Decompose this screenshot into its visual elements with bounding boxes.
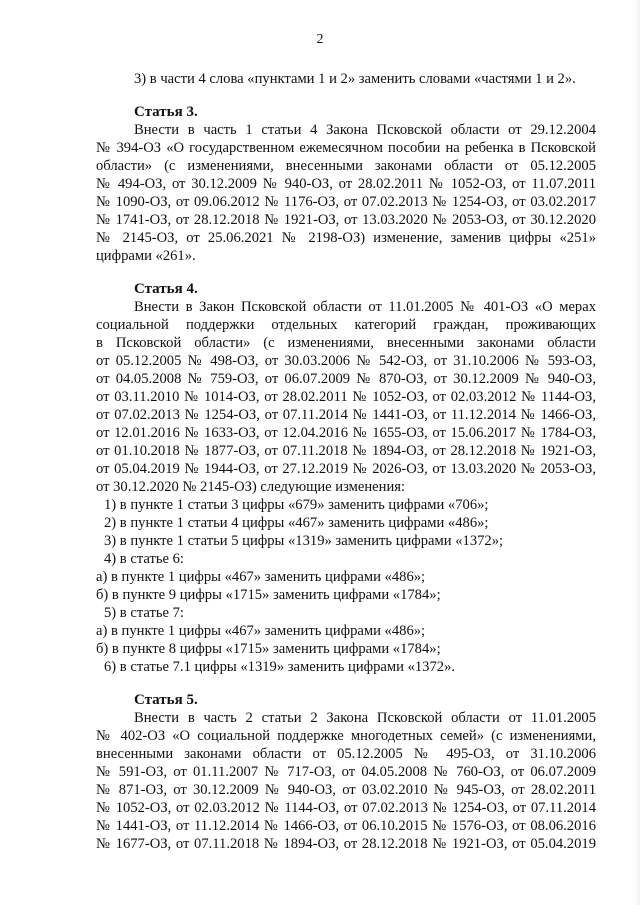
item-3-text: 3) в части 4 слова «пунктами 1 и 2» заменить словами «частями 1 и 2». — [134, 71, 576, 87]
article-5-line: № 1677-ОЗ, от 07.11.2018 № 1894-ОЗ, от 28.12.2018 № 1921-ОЗ, от 05.04.2019 — [96, 836, 596, 852]
article-4-line: от 05.12.2005 № 498-ОЗ, от 30.03.2006 № 542-ОЗ, от 31.10.2006 № 593-ОЗ, — [96, 353, 596, 369]
article-5-line: № 402-ОЗ «О социальной поддержке многодетных семей» (с изменениями, — [96, 728, 596, 744]
article-5-line: Внести в часть 2 статьи 2 Закона Псковской области от 11.01.2005 — [134, 710, 596, 726]
article-4-item: 3) в пункте 1 статьи 5 цифры «1319» заменить цифрами «1372»; — [104, 533, 504, 549]
article-3-line: цифрами «261». — [96, 248, 196, 264]
article-3-heading: Статья 3. — [134, 104, 198, 120]
article-3-line: области» (с изменениями, внесенными законами области от 05.12.2005 — [96, 158, 596, 174]
article-4-item: 6) в статье 7.1 цифры «1319» заменить цифрами «1372». — [104, 659, 456, 675]
page-number: 2 — [316, 32, 324, 47]
article-3-line: № 1090-ОЗ, от 09.06.2012 № 1176-ОЗ, от 07.02.2013 № 1254-ОЗ, от 03.02.2017 — [96, 194, 596, 210]
article-5-line: № 1052-ОЗ, от 02.03.2012 № 1144-ОЗ, от 07.02.2013 № 1254-ОЗ, от 07.11.2014 — [96, 800, 596, 816]
article-4-item: 2) в пункте 1 статьи 4 цифры «467» заменить цифрами «486»; — [104, 515, 489, 531]
article-4-line: от 01.10.2018 № 1877-ОЗ, от 07.11.2018 № 1894-ОЗ, от 28.12.2018 № 1921-ОЗ, — [96, 443, 596, 459]
article-4-heading: Статья 4. — [134, 281, 198, 297]
article-4-subitem: а) в пункте 1 цифры «467» заменить цифрами «486»; — [96, 623, 426, 639]
article-4-subitem: а) в пункте 1 цифры «467» заменить цифрами «486»; — [96, 569, 426, 585]
article-5-line: № 591-ОЗ, от 01.11.2007 № 717-ОЗ, от 04.05.2008 № 760-ОЗ, от 06.07.2009 — [96, 764, 596, 780]
article-3-line: № 394-ОЗ «О государственном ежемесячном пособии на ребенка в Псковской — [96, 140, 596, 156]
article-4-subitem: б) в пункте 9 цифры «1715» заменить цифрами «1784»; — [96, 587, 441, 603]
article-5-heading: Статья 5. — [134, 692, 198, 708]
article-4-line: в Псковской области» (с изменениями, внесенными законами области — [96, 335, 596, 351]
article-5-line: № 871-ОЗ, от 30.12.2009 № 940-ОЗ, от 03.02.2010 № 945-ОЗ, от 28.02.2011 — [96, 782, 596, 798]
article-4-item: 4) в статье 6: — [104, 551, 184, 567]
article-3-line: № 494-ОЗ, от 30.12.2009 № 940-ОЗ, от 28.02.2011 № 1052-ОЗ, от 11.07.2011 — [96, 176, 596, 192]
article-4-line: от 03.11.2010 № 1014-ОЗ, от 28.02.2011 № 1052-ОЗ, от 02.03.2012 № 1144-ОЗ, — [96, 389, 596, 405]
article-3-line: № 1741-ОЗ, от 28.12.2018 № 1921-ОЗ, от 13.03.2020 № 2053-ОЗ, от 30.12.2020 — [96, 212, 596, 228]
article-5-line: № 1441-ОЗ, от 11.12.2014 № 1466-ОЗ, от 06.10.2015 № 1576-ОЗ, от 08.06.2016 — [96, 818, 596, 834]
article-4-line: от 12.01.2016 № 1633-ОЗ, от 12.04.2016 № 1655-ОЗ, от 15.06.2017 № 1784-ОЗ, — [96, 425, 596, 441]
article-4-line: Внести в Закон Псковской области от 11.01.2005 № 401-ОЗ «О мерах — [134, 299, 596, 315]
article-3-line: № 2145-ОЗ, от 25.06.2021 № 2198-ОЗ) изменение, заменив цифры «251» — [96, 230, 596, 246]
article-4-item: 5) в статье 7: — [104, 605, 184, 621]
article-5-line: внесенными законами области от 05.12.2005 № 495-ОЗ, от 31.10.2006 — [96, 746, 596, 762]
article-4-line: социальной поддержки отдельных категорий граждан, проживающих — [96, 317, 596, 333]
article-4-line: от 07.02.2013 № 1254-ОЗ, от 07.11.2014 № 1441-ОЗ, от 11.12.2014 № 1466-ОЗ, — [96, 407, 596, 423]
article-4-line: от 05.04.2019 № 1944-ОЗ, от 27.12.2019 № 2026-ОЗ, от 13.03.2020 № 2053-ОЗ, — [96, 461, 596, 477]
scan-edge-shadow — [634, 0, 640, 905]
article-4-line: от 04.05.2008 № 759-ОЗ, от 06.07.2009 № 870-ОЗ, от 30.12.2009 № 940-ОЗ, — [96, 371, 596, 387]
article-3-line: Внести в часть 1 статьи 4 Закона Псковской области от 29.12.2004 — [134, 122, 596, 138]
article-4-subitem: б) в пункте 8 цифры «1715» заменить цифрами «1784»; — [96, 641, 441, 657]
article-4-line: от 30.12.2020 № 2145-ОЗ) следующие изменения: — [96, 479, 406, 495]
article-4-item: 1) в пункте 1 статьи 3 цифры «679» заменить цифрами «706»; — [104, 497, 489, 513]
